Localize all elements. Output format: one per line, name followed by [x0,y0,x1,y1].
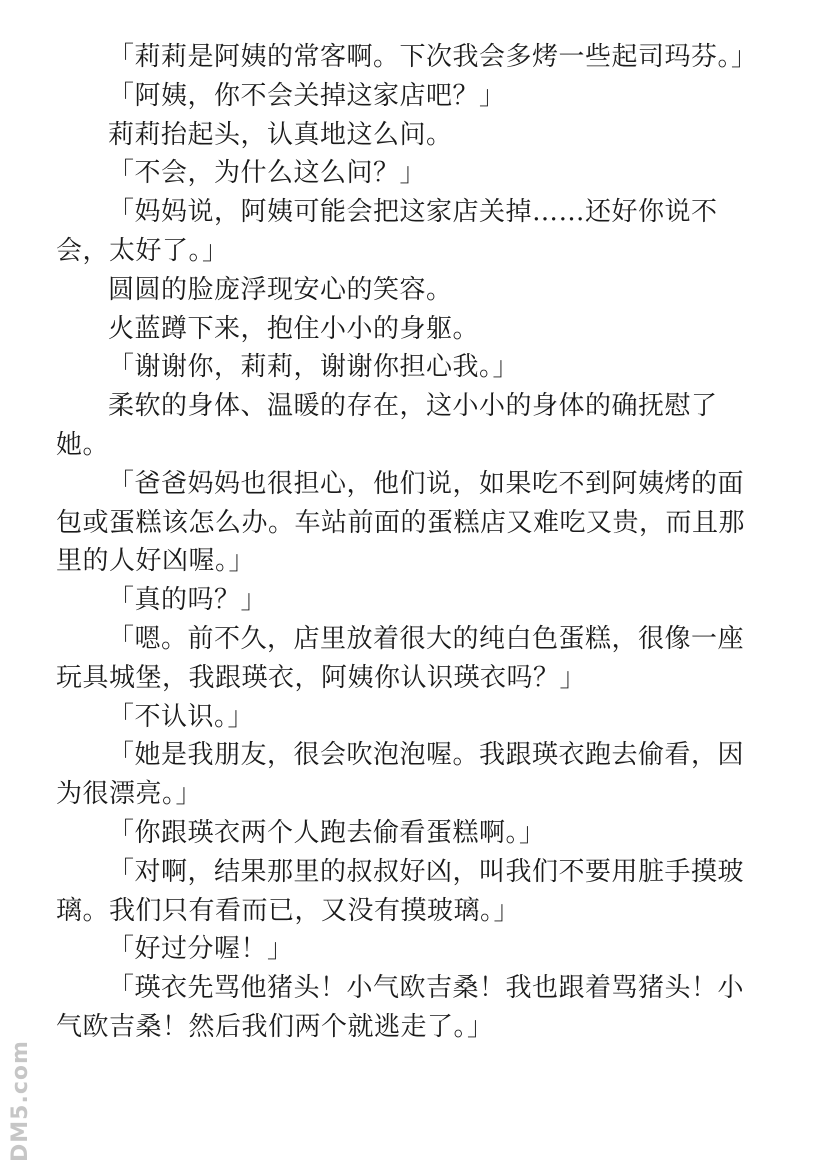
paragraph: 柔软的身体、温暖的存在，这小小的身体的确抚慰了她。 [56,391,718,460]
paragraph: 「不认识。」 [108,701,255,732]
paragraph: 「好过分喔！」 [108,934,294,965]
paragraph: 「她是我朋友，很会吹泡泡喔。我跟瑛衣跑去偷看，因为很漂亮。」 [56,740,745,810]
paragraph: 「对啊，结果那里的叔叔好凶，叫我们不要用脏手摸玻璃。我们只有看而已，又没有摸玻璃。」 [56,856,745,926]
paragraph: 「瑛衣先骂他猪头！小气欧吉桑！我也跟着骂猪头！小气欧吉桑！然后我们两个就逃走了。」 [56,973,745,1042]
paragraph: 「嗯。前不久，店里放着很大的纯白色蛋糕，很像一座玩具城堡，我跟瑛衣，阿姨你认识瑛衣吗？」 [56,623,745,693]
paragraph: 圆圆的脸庞浮现安心的笑容。 [108,274,453,305]
paragraph: 「你跟瑛衣两个人跑去偷看蛋糕啊。」 [108,817,546,848]
watermark-logo: DM5.com [8,1040,33,1162]
document-page [56,38,756,1047]
paragraph: 「不会，为什么这么问？」 [108,158,427,189]
paragraph: 「爸爸妈妈也很担心，他们说，如果吃不到阿姨烤的面包或蛋糕该怎么办。车站前面的蛋糕店又难吃又贵，而且那里的人好凶喔。」 [56,468,746,577]
paragraph: 「妈妈说，阿姨可能会把这家店关掉……还好你说不会，太好了。」 [56,197,718,266]
paragraph: 「谢谢你，莉莉，谢谢你担心我。」 [108,352,520,383]
paragraph: 火蓝蹲下来，抱住小小的身躯。 [108,313,480,344]
paragraph: 「莉莉是阿姨的常客啊。下次我会多烤一些起司玛芬。」 [108,42,758,72]
paragraph: 「阿姨，你不会关掉这家店吧？」 [108,80,506,111]
paragraph: 「真的吗？」 [108,585,268,616]
paragraph: 莉莉抬起头，认真地这么问。 [108,119,453,150]
